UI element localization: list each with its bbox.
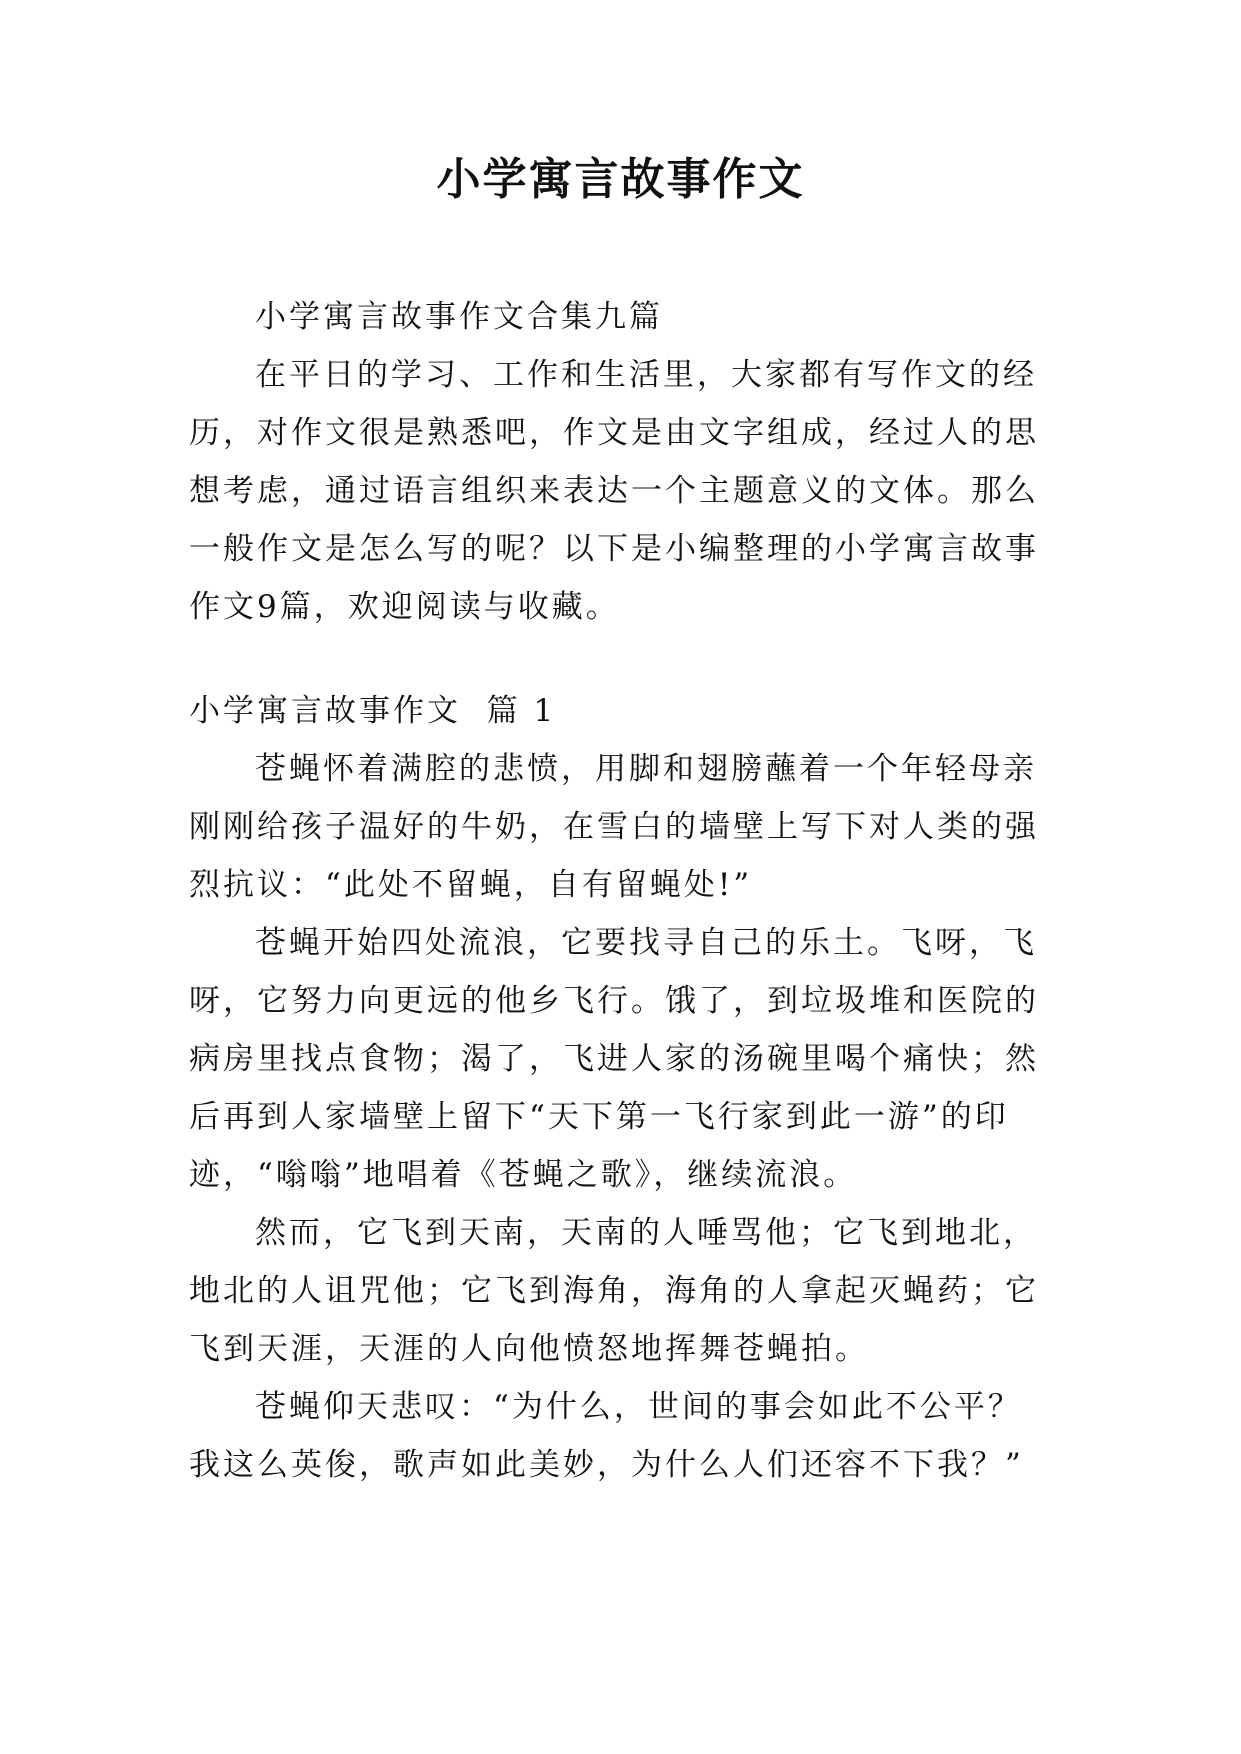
section-heading: 小学寓言故事作文 篇 1 (189, 693, 557, 729)
story-paragraph: 然而，它飞到天南，天南的人唾骂他；它飞到地北，地北的人诅咒他；它飞到海角，海角的人拿起灭蝇药；它飞到天涯，天涯的人向他愤怒地挥舞苍蝇拍。 (189, 1215, 1039, 1367)
document-title: 小学寓言故事作文 (436, 154, 805, 205)
story-paragraph: 苍蝇开始四处流浪，它要找寻自己的乐土。飞呀，飞呀，它努力向更远的他乡飞行。饿了，到垃圾堆和医院的病房里找点食物；渴了，飞进人家的汤碗里喝个痛快；然后再到人家墙壁上留下“天下第一飞行家到此一游”的印迹，“嗡嗡”地唱着《苍蝇之歌》，继续流浪。 (189, 925, 1039, 1193)
story-paragraph: 苍蝇仰天悲叹：“为什么，世间的事会如此不公平？我这么英俊，歌声如此美妙，为什么人们还容不下我？” (189, 1389, 1024, 1483)
story-paragraph: 苍蝇怀着满腔的悲愤，用脚和翅膀蘸着一个年轻母亲刚刚给孩子温好的牛奶，在雪白的墙壁上写下对人类的强烈抗议：“此处不留蝇，自有留蝇处!” (189, 751, 1039, 903)
document-body (189, 288, 1052, 1494)
collection-subtitle: 小学寓言故事作文合集九篇 (255, 299, 663, 335)
intro-paragraph: 在平日的学习、工作和生活里，大家都有写作文的经历，对作文很是熟悉吧，作文是由文字组成，经过人的思想考虑，通过语言组织来表达一个主题意义的文体。那么一般作文是怎么写的呢？以下是小编整理的小学寓言故事作文9篇，欢迎阅读与收藏。 (189, 357, 1039, 625)
